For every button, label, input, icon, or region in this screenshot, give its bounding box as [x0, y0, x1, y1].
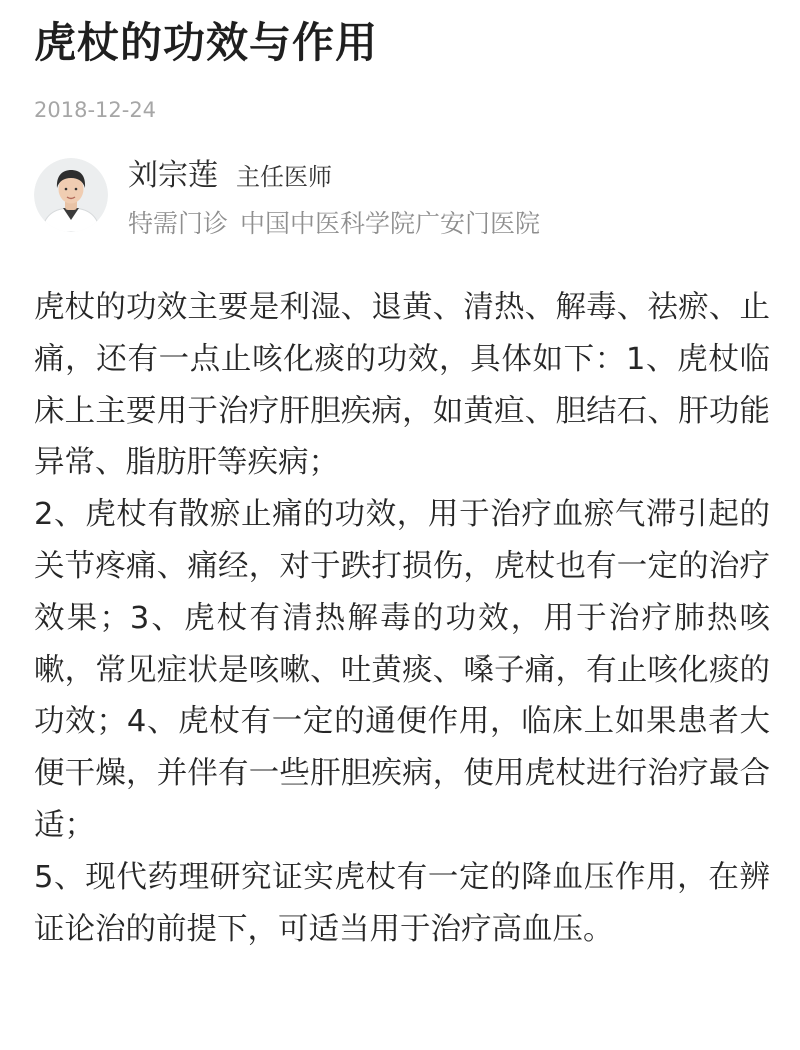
- doctor-department: 特需门诊: [128, 209, 229, 238]
- doctor-affiliation: [128, 208, 540, 240]
- doctor-portrait-icon[interactable]: [34, 158, 108, 232]
- body-paragraph: 5、现代药理研究证实虎杖有一定的降血压作用，在辨证论治的前提下，可适当用于治疗高血压。: [34, 859, 770, 947]
- doctor-info: [128, 156, 540, 240]
- doctor-hospital: 中国中医科学院广安门医院: [240, 209, 541, 238]
- publish-date: 2018-12-24: [34, 98, 157, 122]
- article-body: [34, 282, 770, 955]
- doctor-title: 主任医师: [236, 163, 332, 191]
- body-paragraph: 虎杖的功效主要是利湿、退黄、清热、解毒、祛瘀、止痛，还有一点止咳化痰的功效，具体如下：1、虎杖临床上主要用于治疗肝胆疾病，如黄疸、胆结石、肝功能异常、脂肪肝等疾病；: [34, 290, 770, 481]
- article-title: 虎杖的功效与作用: [34, 18, 379, 67]
- body-paragraph: 2、虎杖有散瘀止痛的功效，用于治疗血瘀气滞引起的关节疼痛、痛经，对于跌打损伤，虎杖也有一定的治疗效果；3、虎杖有清热解毒的功效，用于治疗肺热咳嗽，常见症状是咳嗽、吐黄痰、嗓子痛，有止咳化痰的功效；4、虎杖有一定的通便作用，临床上如果患者大便干燥，并伴有一些肝胆疾病，使用虎杖进行治疗最合适；: [34, 497, 770, 843]
- doctor-name-line: [128, 156, 540, 200]
- doctor-card[interactable]: [34, 156, 770, 246]
- doctor-name[interactable]: 刘宗莲: [128, 158, 218, 193]
